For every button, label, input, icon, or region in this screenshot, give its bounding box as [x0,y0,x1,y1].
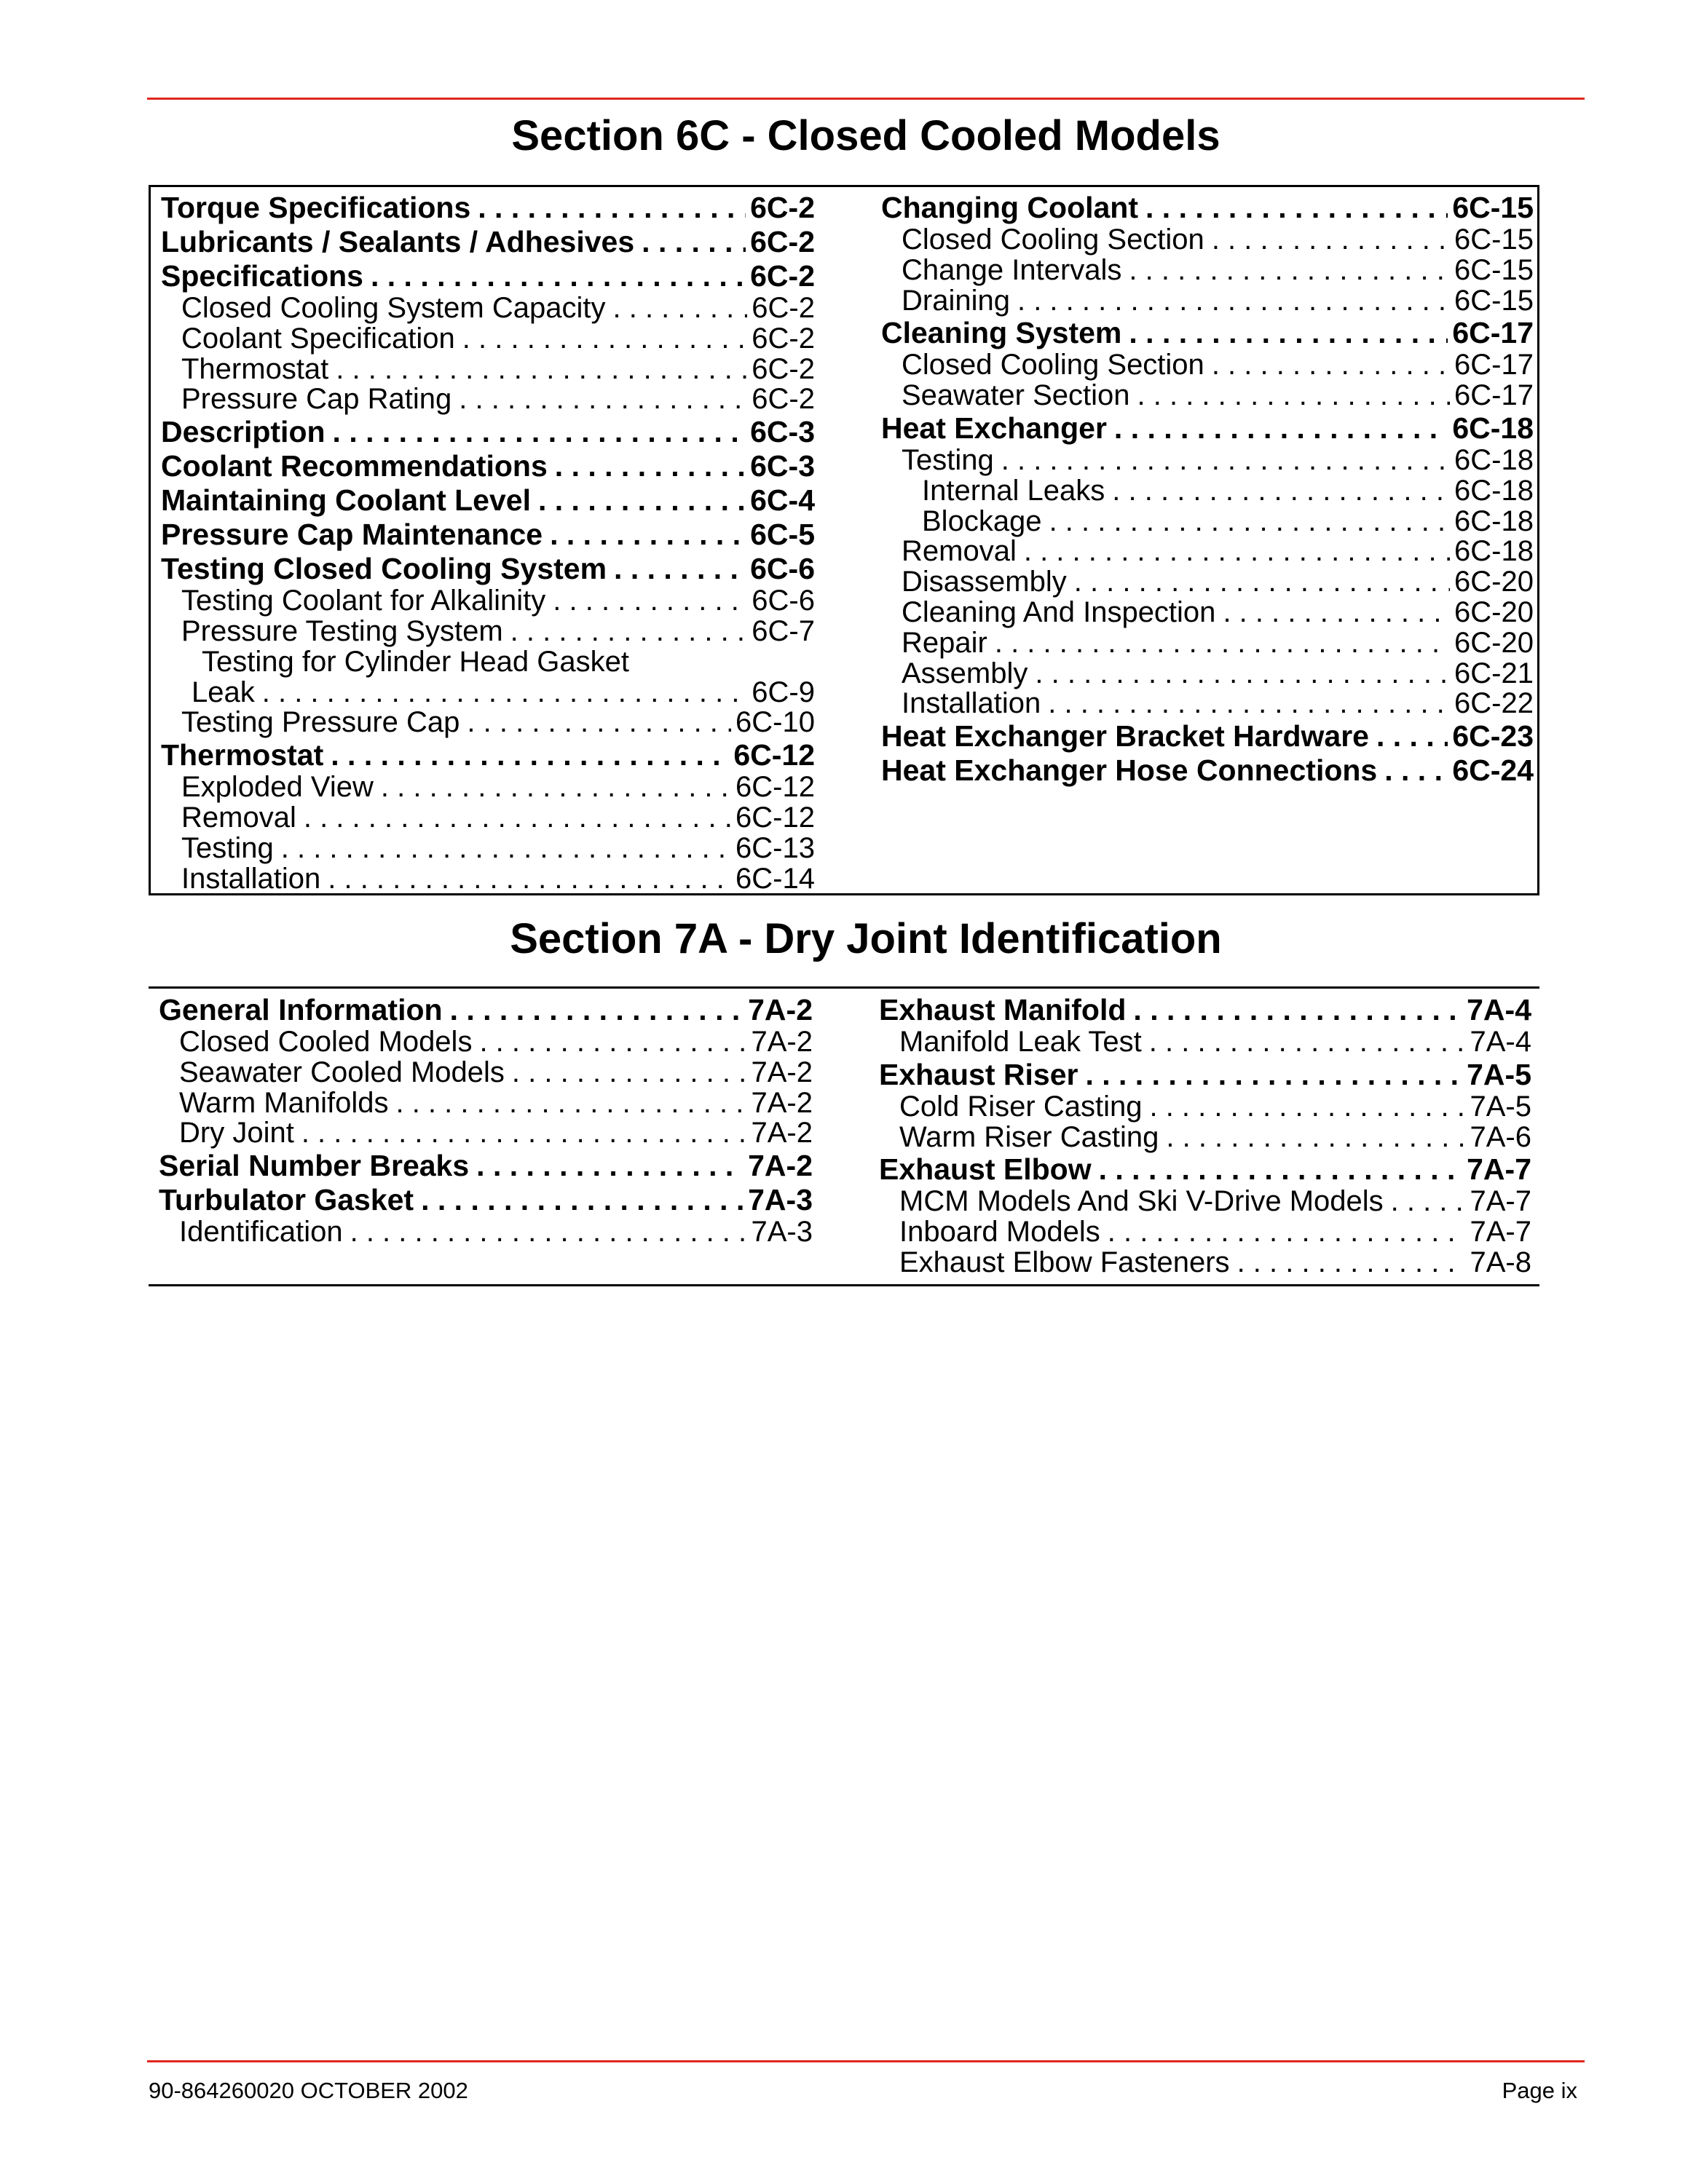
toc-entry-page: 6C-22 [1454,687,1534,720]
dot-leader [1129,316,1448,350]
toc-entry-title: Testing [181,831,274,864]
toc-entry-page: 6C-20 [1454,566,1534,598]
dot-leader [336,355,747,385]
toc-entry-page: 6C-2 [752,383,815,416]
toc-entry[interactable] [881,659,1534,689]
dot-leader [395,1088,746,1119]
toc-entry-title: Coolant Recommendations [161,449,548,483]
dot-leader [553,586,747,617]
toc-entry-page: 7A-5 [1467,1057,1531,1091]
toc-entry-title: Changing Coolant [881,191,1139,224]
toc-entry-title: Pressure Cap Maintenance [161,518,543,552]
dot-leader [1085,1058,1462,1092]
toc-entry-title: Maintaining Coolant Level [161,483,531,518]
toc-entry-page: 6C-18 [1452,411,1534,445]
dot-leader [1137,381,1451,411]
toc-column-left [159,993,813,1248]
dot-leader [1074,567,1450,598]
toc-entry[interactable] [159,1183,813,1217]
dot-leader [555,449,746,483]
toc-entry-title: Blockage [922,505,1042,537]
toc-entry-page: 6C-10 [735,706,815,739]
toc-entry[interactable] [161,293,815,324]
toc-entry-title: General Information [159,993,443,1026]
toc-entry[interactable] [881,191,1534,225]
toc-entry[interactable] [881,628,1534,659]
toc-entry[interactable] [161,864,815,895]
dot-leader [1112,476,1450,507]
toc-entry[interactable] [161,191,815,225]
dot-leader [331,738,729,772]
toc-entry-title: Exhaust Elbow Fasteners [899,1246,1230,1278]
toc-entry[interactable] [159,1058,813,1088]
dot-leader [459,384,747,415]
toc-entry-title: Leak [192,676,255,708]
dot-leader [1376,719,1448,753]
dot-leader [995,628,1450,659]
toc-entry-title: Inboard Models [899,1216,1100,1249]
toc-entry-page: 7A-7 [1470,1216,1531,1249]
toc-entry-title: Seawater Cooled Models [179,1056,505,1088]
toc-entry-page: 7A-8 [1470,1246,1531,1278]
toc-entry[interactable] [159,1088,813,1119]
toc-entry-page: 6C-18 [1454,505,1534,537]
toc-entry[interactable] [161,803,815,834]
toc-entry-title: Coolant Specification [181,322,455,355]
toc-entry-title: Pressure Testing System [181,614,503,647]
toc-entry[interactable] [161,614,815,647]
toc-entry-title: Warm Riser Casting [899,1120,1159,1153]
toc-entry-title: Specifications [161,259,363,293]
footer-rule [147,2060,1585,2062]
toc-entry-title: Internal Leaks [922,474,1105,507]
toc-entry[interactable] [161,586,815,617]
toc-entry[interactable] [879,1217,1531,1248]
footer-doc-id: 90-864260020 OCTOBER 2002 [149,2078,468,2103]
toc-entry[interactable] [161,259,815,293]
dot-leader [1149,1027,1466,1058]
dot-leader [1384,753,1448,788]
toc-entry[interactable] [159,1149,813,1183]
footer-page-number: Page ix [1502,2078,1577,2103]
dot-leader [1212,225,1450,256]
dot-leader [476,1149,744,1183]
toc-entry-page: 6C-2 [752,322,815,355]
toc-entry[interactable] [879,1120,1531,1153]
toc-entry-title: Thermostat [181,352,329,385]
toc-entry-title: Change Intervals [902,253,1122,286]
toc-entry[interactable] [881,253,1534,286]
toc-entry-title: Closed Cooling System Capacity [181,292,606,324]
toc-entry-page: 6C-4 [750,483,815,518]
toc-entry[interactable] [881,753,1534,788]
toc-entry[interactable] [161,708,815,738]
toc-entry-title: Testing Coolant for Alkalinity [181,585,546,617]
toc-entry[interactable] [161,647,815,678]
toc-entry[interactable] [879,1092,1531,1123]
toc-entry-title: Lubricants / Sealants / Adhesives [161,225,635,258]
toc-entry-page: 6C-12 [735,801,815,834]
toc-entry-title: Testing for Cylinder Head Gasket [202,645,629,678]
toc-entry-title: Serial Number Breaks [159,1149,470,1183]
dot-leader [281,834,731,864]
toc-entry-title: Heat Exchanger Hose Connections [881,753,1378,788]
toc-entry-title: Heat Exchanger [881,411,1107,445]
dot-leader [450,993,744,1027]
toc-entry[interactable] [881,567,1534,598]
toc-entry-title: Exhaust Elbow [879,1152,1092,1187]
section-6c-title: Section 6C - Closed Cooled Models [511,112,1220,159]
toc-entry-title: Closed Cooled Models [179,1026,473,1058]
section-6c-toc [149,185,1539,895]
dot-leader [1024,537,1450,567]
dot-leader [333,415,746,449]
dot-leader [462,324,748,355]
toc-entry-title: Seawater Section [902,379,1130,412]
toc-entry[interactable] [161,352,815,385]
toc-entry-title: Heat Exchanger Bracket Hardware [881,719,1369,753]
toc-entry-title: Pressure Cap Rating [181,383,452,416]
dot-leader [1223,598,1450,628]
dot-leader [1149,1092,1465,1123]
toc-entry[interactable] [161,324,815,355]
toc-entry-page: 6C-3 [750,415,815,449]
toc-entry-page: 7A-6 [1470,1120,1531,1153]
toc-entry-page: 7A-5 [1470,1090,1531,1123]
toc-entry[interactable] [881,225,1534,256]
dot-leader [612,293,747,324]
dot-leader [1212,350,1450,381]
toc-column-right [879,993,1531,1278]
toc-entry-page: 7A-4 [1467,993,1531,1026]
toc-entry[interactable] [881,411,1534,446]
toc-entry[interactable] [161,449,815,483]
dot-leader [512,1058,747,1088]
toc-entry[interactable] [881,598,1534,628]
section-7a-toc [149,986,1539,1286]
dot-leader [478,191,746,225]
toc-entry[interactable] [161,384,815,415]
toc-entry-title: Turbulator Gasket [159,1183,414,1217]
toc-entry-title: Torque Specifications [161,191,471,224]
dot-leader [1035,659,1450,689]
dot-leader [1133,993,1462,1027]
dot-leader [1237,1248,1466,1278]
dot-leader [1017,286,1450,317]
toc-entry-title: Manifold Leak Test [899,1026,1142,1058]
toc-entry-page: 6C-18 [1454,474,1534,507]
toc-entry-page: 6C-6 [752,585,815,617]
toc-entry-page: 7A-2 [748,993,813,1026]
dot-leader [1108,1217,1466,1248]
toc-entry[interactable] [881,286,1534,317]
toc-entry[interactable] [161,225,815,259]
toc-entry-title: Cleaning And Inspection [902,596,1216,628]
toc-entry[interactable] [881,316,1534,350]
toc-entry-title: Assembly [902,657,1028,689]
toc-entry-title: Testing [902,443,994,476]
toc-entry-page: 6C-15 [1454,223,1534,256]
toc-entry-page: 6C-14 [735,862,815,895]
toc-entry[interactable] [879,1187,1531,1217]
toc-entry-page: 7A-4 [1470,1026,1531,1058]
toc-entry-title: Cold Riser Casting [899,1090,1143,1123]
toc-entry[interactable] [161,772,815,803]
toc-entry-page: 6C-12 [733,738,815,772]
toc-entry-page: 6C-15 [1454,284,1534,317]
toc-entry-page: 6C-13 [735,831,815,864]
dot-leader [1001,446,1450,476]
dot-leader [381,772,731,803]
toc-entry-page: 7A-2 [748,1149,813,1183]
dot-leader [262,678,748,708]
toc-entry-title: Closed Cooling Section [902,349,1204,381]
toc-entry-title: Repair [902,626,987,659]
toc-entry-title: Exhaust Riser [879,1057,1078,1091]
toc-entry-page: 6C-7 [752,614,815,647]
toc-entry-page: 6C-2 [752,292,815,324]
toc-entry-page: 6C-12 [735,771,815,804]
toc-entry-page: 6C-23 [1452,719,1534,753]
toc-entry-page: 6C-3 [750,449,815,483]
toc-entry[interactable] [881,443,1534,476]
dot-leader [1048,689,1450,719]
dot-leader [479,1027,746,1058]
toc-entry-page: 6C-17 [1452,316,1534,350]
dot-leader [1129,256,1450,286]
toc-entry-title: Closed Cooling Section [902,223,1204,256]
dot-leader [304,803,731,834]
dot-leader [538,483,746,518]
toc-entry-title: Draining [902,284,1010,317]
toc-entry[interactable] [881,719,1534,753]
dot-leader [467,708,731,738]
toc-entry-page: 6C-20 [1454,596,1534,628]
toc-entry[interactable] [881,689,1534,719]
dot-leader [421,1183,744,1217]
toc-entry[interactable] [159,1118,813,1149]
dot-leader [1391,1187,1466,1217]
toc-entry[interactable] [881,507,1534,537]
toc-entry[interactable] [159,993,813,1027]
toc-entry-page: 6C-2 [752,352,815,385]
dot-leader [328,864,731,895]
dot-leader [301,1118,747,1149]
toc-entry-title: Testing Pressure Cap [181,706,460,739]
toc-entry-title: Dry Joint [179,1117,294,1150]
toc-entry-title: Warm Manifolds [179,1086,389,1119]
dot-leader [350,1217,747,1248]
toc-entry[interactable] [159,1217,813,1248]
toc-entry-page: 7A-2 [751,1117,813,1150]
toc-entry[interactable] [879,1027,1531,1058]
toc-entry-page: 7A-2 [751,1086,813,1119]
toc-entry[interactable] [161,678,815,708]
toc-entry-title: Installation [902,687,1041,720]
dot-leader [550,518,746,552]
dot-leader [614,552,746,586]
toc-entry-page: 7A-7 [1470,1185,1531,1218]
toc-entry-page: 6C-17 [1454,349,1534,381]
toc-entry-page: 6C-18 [1454,443,1534,476]
header-rule [147,98,1585,100]
toc-entry-page: 6C-2 [750,191,815,224]
toc-entry-page: 7A-3 [751,1216,813,1249]
toc-entry-page: 6C-2 [750,225,815,258]
toc-entry-title: Thermostat [161,738,324,772]
toc-entry-page: 6C-9 [752,676,815,708]
toc-entry-page: 6C-17 [1454,379,1534,412]
dot-leader [1166,1123,1465,1153]
toc-column-right [881,191,1534,788]
dot-leader [642,225,746,259]
toc-entry-title: Disassembly [902,566,1067,598]
toc-entry[interactable] [159,1027,813,1058]
toc-entry-title: Removal [181,801,296,834]
toc-entry-title: MCM Models And Ski V-Drive Models [899,1185,1384,1218]
toc-entry-page: 7A-3 [748,1183,813,1217]
toc-entry-page: 6C-2 [750,259,815,293]
toc-entry[interactable] [161,415,815,449]
toc-entry-page: 6C-15 [1454,253,1534,286]
toc-entry-page: 7A-7 [1467,1152,1531,1187]
toc-entry[interactable] [161,483,815,518]
dot-leader [1099,1152,1463,1187]
toc-entry[interactable] [879,1248,1531,1278]
toc-column-left [161,191,815,894]
toc-entry[interactable] [161,831,815,864]
toc-entry-title: Exploded View [181,771,374,804]
toc-entry[interactable] [161,552,815,586]
toc-entry-title: Cleaning System [881,316,1122,350]
dot-leader [371,259,746,293]
toc-entry-page: 6C-24 [1452,753,1534,788]
dot-leader [510,617,748,647]
toc-entry[interactable] [881,350,1534,381]
dot-leader [1049,507,1450,537]
toc-entry[interactable] [881,381,1534,411]
toc-entry-page: 6C-6 [750,552,815,586]
toc-entry-page: 6C-18 [1454,535,1534,568]
toc-entry[interactable] [161,518,815,552]
toc-entry-page: 6C-5 [750,518,815,552]
toc-entry[interactable] [879,993,1531,1027]
toc-entry-page: 6C-15 [1452,191,1534,224]
toc-entry[interactable] [879,1152,1531,1187]
toc-entry-page: 7A-2 [751,1056,813,1088]
toc-entry-title: Exhaust Manifold [879,993,1127,1026]
toc-entry-page: 7A-2 [751,1026,813,1058]
toc-entry-title: Installation [181,862,321,895]
toc-entry-page: 6C-21 [1454,657,1534,689]
toc-entry-title: Testing Closed Cooling System [161,552,607,586]
toc-entry[interactable] [881,476,1534,507]
toc-entry-page: 6C-20 [1454,626,1534,659]
toc-entry[interactable] [881,537,1534,567]
dot-leader [1114,411,1448,446]
dot-leader [1145,191,1448,225]
toc-entry[interactable] [879,1058,1531,1092]
toc-entry-title: Description [161,415,326,449]
toc-entry[interactable] [161,738,815,772]
toc-entry-title: Identification [179,1216,343,1249]
section-7a-title: Section 7A - Dry Joint Identification [510,915,1222,962]
toc-entry-title: Removal [902,535,1017,568]
